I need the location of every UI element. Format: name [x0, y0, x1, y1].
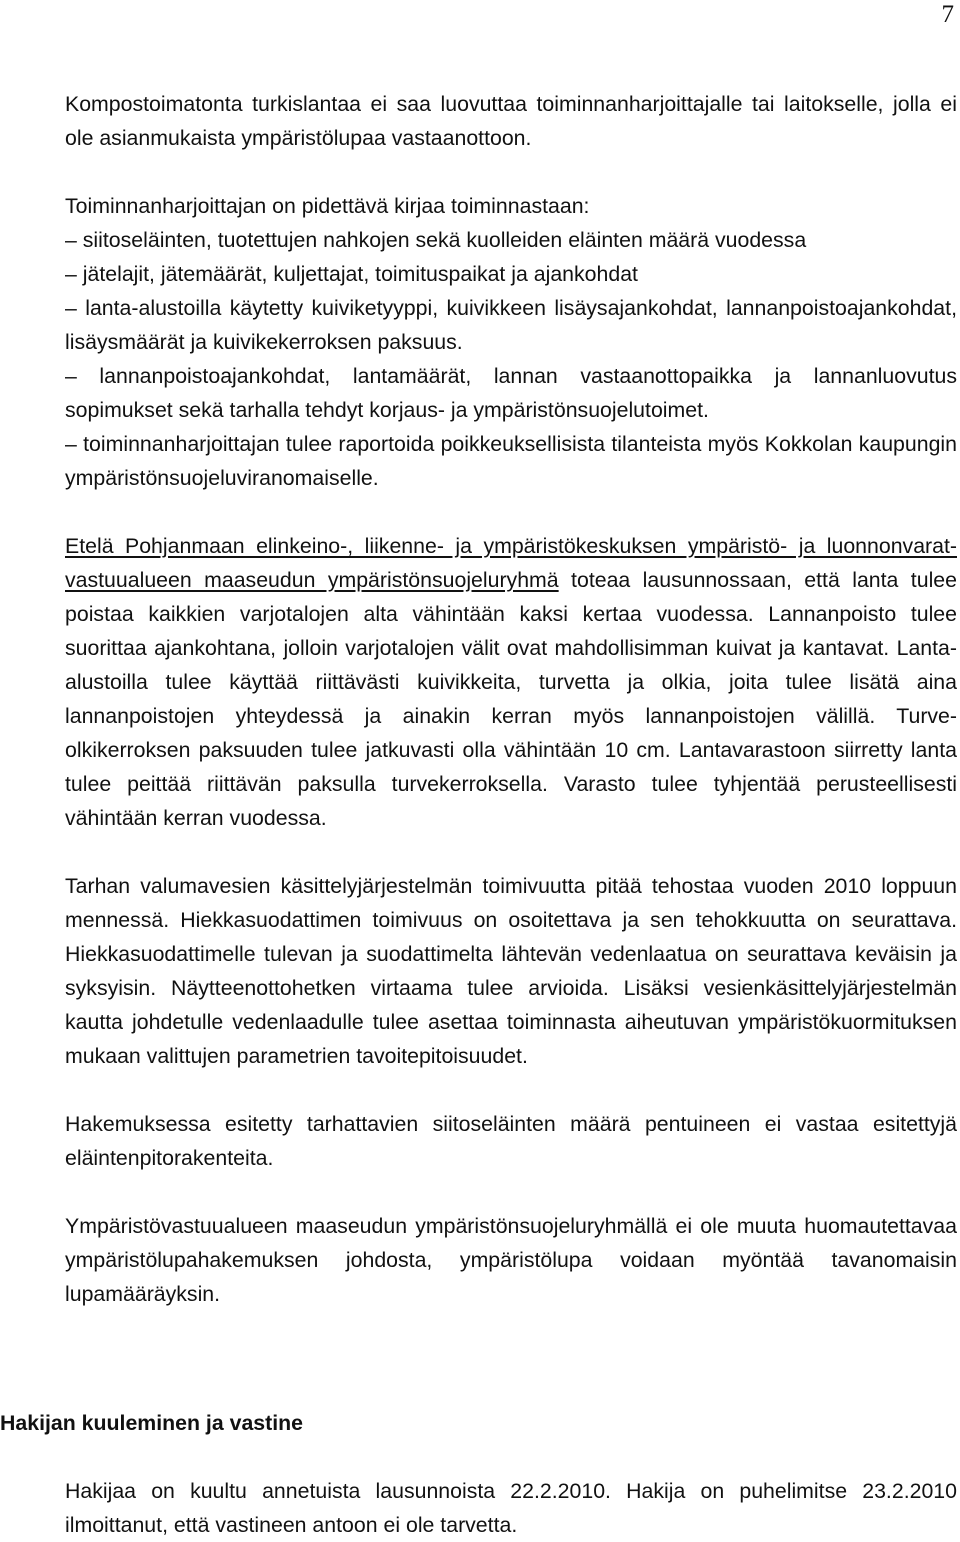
paragraph-compost: Kompostoimatonta turkislantaa ei saa luovuttaa toiminnanharjoittajalle tai laitokselle, jolla ei ole asianmukaista ympäristölupaa vastaanottoon.	[65, 92, 957, 150]
record-item: – jätelajit, jätemäärät, kuljettajat, toimituspaikat ja ajankohdat	[65, 262, 638, 286]
record-item: – lanta-alustoilla käytetty kuiviketyyppi, kuivikkeen lisäysajankohdat, lannanpoistoajankohdat, lisäysmäärät ja kuivikekerroksen paksuus.	[65, 296, 957, 354]
paragraph-application: Hakemuksessa esitetty tarhattavien siitoseläinten määrä pentuineen ei vastaa esitettyjä eläintenpitorakenteita.	[65, 1112, 957, 1170]
paragraph-conclusion: Ympäristövastuualueen maaseudun ympäristönsuojeluryhmällä ei ole muuta huomautettavaa ympäristölupahakemuksen johdosta, ympäristölupa voidaan myöntää tavanomaisin lupamääräyksin.	[65, 1214, 957, 1306]
record-keeping-section	[65, 189, 957, 495]
statement-text: toteaa lausunnossaan, että lanta tulee poistaa kaikkien varjotalojen alta vähintään kaksi kertaa vuodessa. Lannanpoisto tulee suorittaa ajankohtana, jolloin varjotalojen välit ovat mahdollisimman kuivat ja kantavat. Lanta-alustoilla tulee käyttää riittävästi kuivikkeita, turvetta ja olkia, joita tulee lisätä aina lannanpoistojen yhteydessä ja ainakin kerran myös lannanpoistojen välillä. Turve-olkikerroksen paksuuden tulee jatkuvasti olla vähintään 10 cm. Lantavarastoon siirretty lanta tulee peittää riittävän paksulla turvekerroksella. Varasto tulee tyhjentää perusteellisesti vähintään kerran vuodessa.	[65, 568, 957, 830]
paragraph-ely-statement	[65, 529, 957, 835]
record-keeping-intro: Toiminnanharjoittajan on pidettävä kirjaa toiminnastaan:	[65, 194, 590, 218]
record-item: – lannanpoistoajankohdat, lantamäärät, lannan vastaanottopaikka ja lannanluovutus sopimukset sekä tarhalla tehdyt korjaus- ja ympäristönsuojelutoimet.	[65, 364, 957, 422]
record-item: – siitoseläinten, tuotettujen nahkojen sekä kuolleiden eläinten määrä vuodessa	[65, 228, 807, 252]
paragraph-runoff-water: Tarhan valumavesien käsittelyjärjestelmän toimivuutta pitää tehostaa vuoden 2010 loppuun mennessä. Hiekkasuodattimen toimivuus on osoitettava ja sen tehokkuutta on seurattava. Hiekkasuodattimelle tulevan ja suodattimelta lähtevän vedenlaatua on seurattava keväisin ja syksyisin. Näytteenottohetken virtaama tulee arvioida. Lisäksi vesienkäsittelyjärjestelmän kautta johdetulle vedenlaadulle tulee asettaa toiminnasta aiheutuvan ympäristökuormituksen mukaan valittujen parametrien tavoitepitoisuudet.	[65, 874, 957, 1068]
page-number: 7	[941, 1, 954, 28]
section-heading: Hakijan kuuleminen ja vastine	[0, 1411, 304, 1435]
document-body	[65, 87, 957, 1345]
paragraph-hearing: Hakijaa on kuultu annetuista lausunnoista 22.2.2010. Hakija on puhelimitse 23.2.2010 ilmoittanut, että vastineen antoon ei ole tarvetta.	[65, 1479, 957, 1537]
authority-name: Etelä Pohjanmaan elinkeino-, liikenne- ja ympäristökeskuksen ympäristö- ja luonnonvarat- vastuualueen maaseudun ympäristönsuojeluryhmä	[65, 534, 957, 592]
record-item: – toiminnanharjoittajan tulee raportoida poikkeuksellisista tilanteista myös Kokkolan kaupungin ympäristönsuojeluviranomaiselle.	[65, 432, 957, 490]
